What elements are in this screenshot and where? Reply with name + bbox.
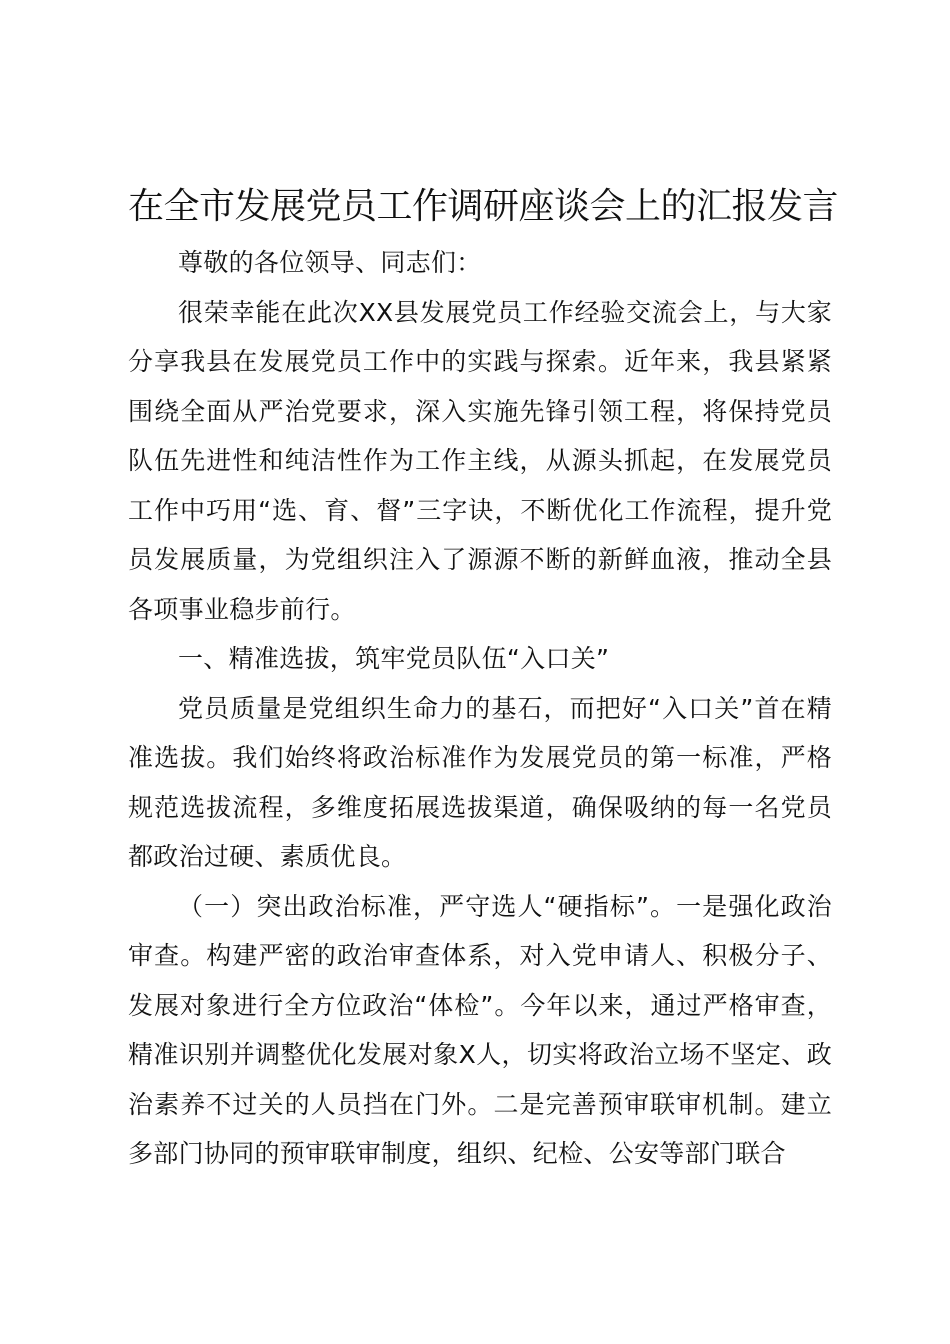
section-heading-1: 一、精准选拔，筑牢党员队伍“入口关”: [178, 644, 610, 673]
document-title: 在全市发展党员工作调研座谈会上的汇报发言: [128, 186, 839, 227]
document-page: [128, 182, 839, 1179]
salutation: 尊敬的各位领导、同志们：: [178, 248, 482, 277]
paragraph-section-1: 党员质量是党组织生命力的基石，而把好“入口关”首在精准选拔。我们始终将政治标准作为发展党员的第一标准，严格规范选拔流程，多维度拓展选拔渠道，确保吸纳的每一名党员都政治过硬、素质优良。: [128, 693, 832, 871]
paragraph-subsection-1: （一）突出政治标准，严守选人“硬指标”。一是强化政治审查。构建严密的政治审查体系，对入党申请人、积极分子、发展对象进行全方位政治“体检”。今年以来，通过严格审查，精准识别并调整优化发展对象X人，切实将政治立场不坚定、政治素养不过关的人员挡在门外。二是完善预审联审机制。建立多部门协同的预审联审制度，组织、纪检、公安等部门联合: [128, 891, 832, 1168]
paragraph-intro: 很荣幸能在此次XX县发展党员工作经验交流会上，与大家分享我县在发展党员工作中的实践与探索。近年来，我县紧紧围绕全面从严治党要求，深入实施先锋引领工程，将保持党员队伍先进性和纯洁性作为工作主线，从源头抓起，在发展党员工作中巧用“选、育、督”三字诀，不断优化工作流程，提升党员发展质量，为党组织注入了源源不断的新鲜血液，推动全县各项事业稳步前行。: [128, 297, 832, 624]
